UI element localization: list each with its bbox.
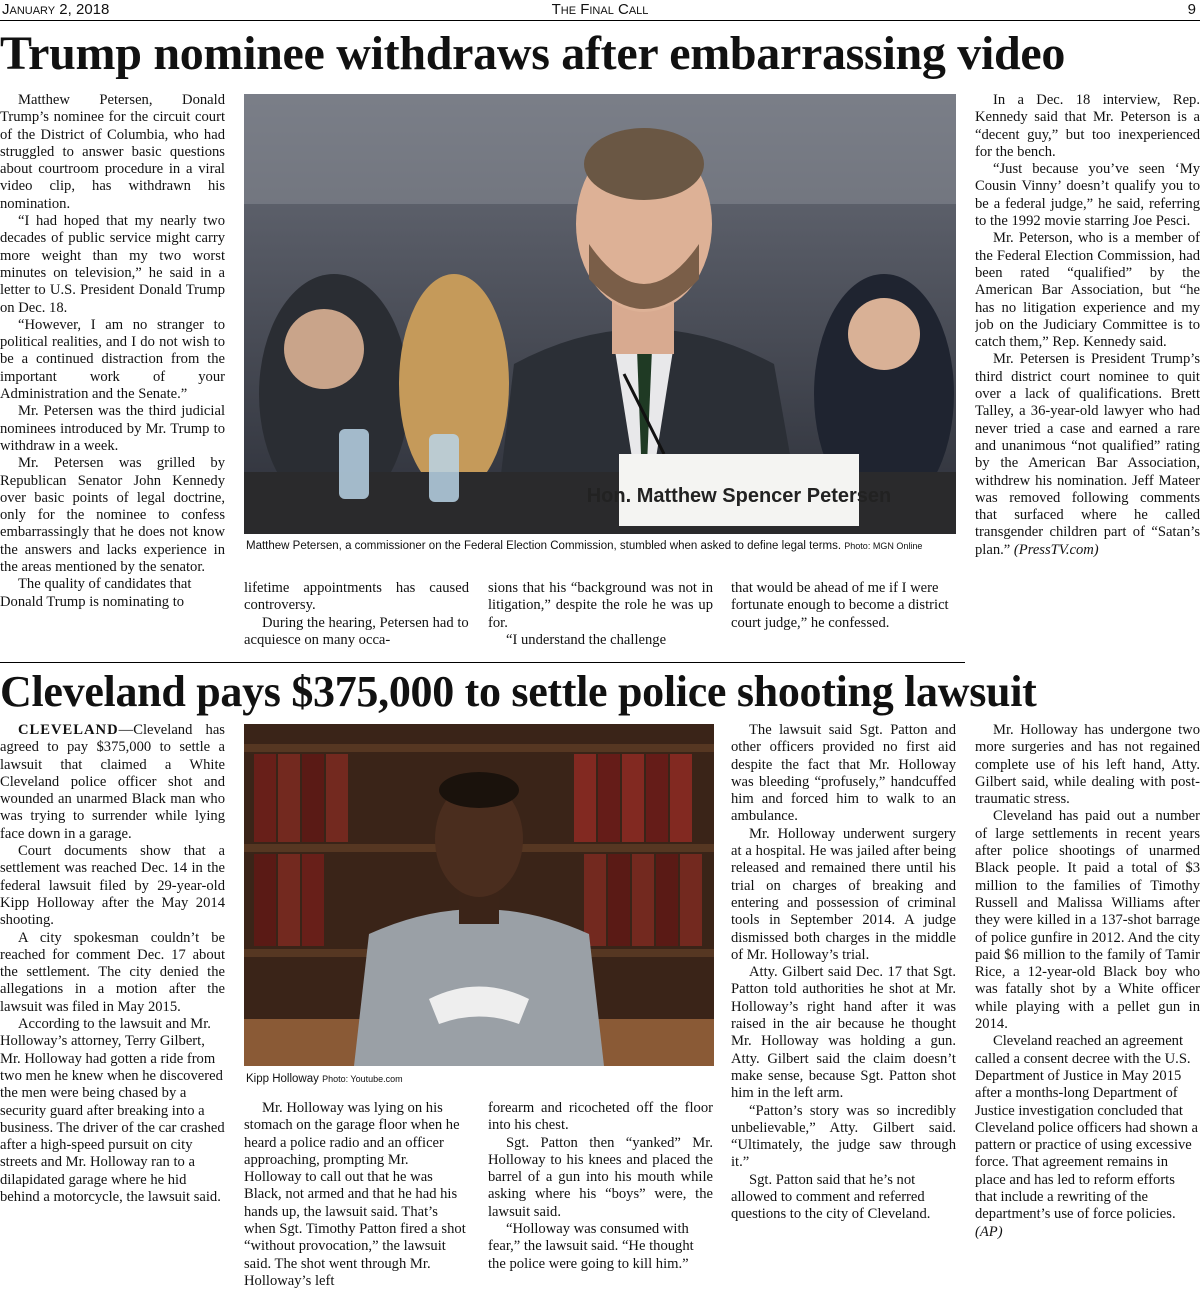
photo-credit: Photo: Youtube.com [322, 1074, 403, 1084]
paragraph: Matthew Petersen, Donald Trump’s nominee for the circuit court of the District of Columbia, who had struggled to answer basic questions about courtroom procedure in a viral video clip, has withdrawn his nomination. [0, 92, 225, 212]
paragraph: “Just because you’ve seen ‘My Cousin Vinny’ doesn’t qualify you to be a federal judge,” he said, referring to the 1992 movie starring Joe Pesci. [975, 161, 1200, 230]
story1-caption [246, 539, 922, 553]
paragraph: During the hearing, Petersen had to acquiesce on many occa- [244, 614, 469, 648]
paragraph: that would be ahead of me if I were fortunate enough to become a district court judge,” he confessed. [731, 580, 949, 631]
paragraph: Cleveland reached an agreement called a consent decree with the U.S. Department of Justice in May 2015 after a months-long Department of Justice investigation concluded that Cleveland police officers had shown a pattern or practice of using excessive force. That agreement remains in place and has led to reform efforts that include a rewriting of the department’s use of force policies. (AP) [975, 1033, 1199, 1240]
story2-column-4 [731, 722, 956, 1297]
masthead [0, 0, 1200, 21]
paragraph: Mr. Petersen was grilled by Republican Senator John Kennedy over basic points of legal doctrine, only for the nominee to confess embarrassingly that he does not know the answers and lacks experience in the areas mentioned by the senator. [0, 455, 225, 576]
petersen-hearing-photo [244, 94, 956, 534]
paragraph: According to the lawsuit and Mr. Holloway’s attorney, Terry Gilbert, Mr. Holloway had gotten a ride from two men he knew when he discovered the men were being chased by a security guard after breaking into a business. The driver of the car crashed after a high-speed pursuit on city streets and Mr. Holloway ran to a dilapidated garage where he hid behind a motorcycle, the lawsuit said. [0, 1016, 225, 1206]
page-number: 9 [1187, 1, 1196, 18]
story2-caption [246, 1072, 403, 1086]
paragraph: “I had hoped that my nearly two decades of public service might carry more weight than my two worst minutes on television,” he said in a letter to U.S. President Donald Trump on Dec. 18. [0, 213, 225, 316]
paragraph: The quality of candidates that Donald Trump is nominating to [0, 576, 192, 610]
paragraph: Cleveland has paid out a number of large settlements in recent years after police shootings of unarmed Black people. It paid a total of $3 million to the families of Timothy Russell and Malissa Williams after they were killed in a 137-shot barrage of police gunfire in 2012. And the city paid $6 million to the family of Tamir Rice, a 12-year-old Black boy who was fatally shot by a White officer while playing with a pellet gun in 2014. [975, 808, 1200, 1033]
paragraph: CLEVELAND—Cleveland has agreed to pay $375,000 to settle a lawsuit that claimed a White Cleveland police officer shot and wounded an unarmed Black man who was trying to surrender while lying face down in a garage. [0, 722, 225, 842]
paragraph: sions that his “background was not in litigation,” despite the role he was up for. [488, 580, 713, 631]
paragraph: “However, I am no stranger to political realities, and I do not wish to be a continued distraction from the important work of your Administration and the Senate.” [0, 316, 225, 403]
story1-column-3 [488, 580, 713, 656]
caption-text: Kipp Holloway [246, 1073, 319, 1085]
source-credit: (AP) [975, 1223, 1003, 1240]
nameplate-text: Hon. Matthew Spencer Petersen [586, 485, 892, 507]
paragraph: Court documents show that a settlement was reached Dec. 14 in the federal lawsuit filed by 29-year-old Kipp Holloway after the May 2014 shooting. [0, 843, 225, 929]
paragraph: Sgt. Patton said that he’s not allowed to comment and referred questions to the city of Cleveland. [731, 1171, 931, 1223]
paragraph: Mr. Peterson, who is a member of the Federal Election Commission, had been rated “qualified” by the American Bar Association, but “he has no litigation experience and my job on the Judiciary Committee is to catch them,” Rep. Kennedy said. [975, 230, 1200, 351]
paragraph: Mr. Holloway has undergone two more surgeries and has not regained complete use of his left hand, Atty. Gilbert said, while dealing with post-traumatic stress. [975, 722, 1200, 808]
paragraph: forearm and ricocheted off the floor into his chest. [488, 1100, 713, 1134]
paragraph: Mr. Petersen is President Trump’s third district court nominee to quit over a lack of qualifications. Brett Talley, a 36-year-old lawyer who had never tried a case and earned a rare and unanimous “not qualified” rating by the American Bar Association, withdrew his nomination. Jeff Mateer was removed following comments that surfaced where he called transgender children part of “Satan’s plan.” (PressTV.com) [975, 351, 1200, 558]
source-credit: (PressTV.com) [1013, 541, 1099, 558]
story1-column-5 [975, 92, 1200, 682]
photo-credit: Photo: MGN Online [844, 541, 923, 551]
paragraph: A city spokesman couldn’t be reached for comment Dec. 17 about the settlement. The city denied the allegations in a motion after the lawsuit was filed in May 2015. [0, 929, 225, 1015]
paragraph: “Holloway was consumed with fear,” the lawsuit said. “He thought the police were going to kill him.” [488, 1221, 694, 1272]
story1-headline: Trump nominee withdraws after embarrassing video [0, 27, 1066, 80]
story2-column-3 [488, 1100, 713, 1297]
story-divider [0, 662, 965, 663]
holloway-photo [244, 724, 714, 1066]
paragraph: Mr. Petersen was the third judicial nominees introduced by Mr. Trump to withdraw in a week. [0, 403, 225, 454]
paragraph: “Patton’s story was so incredibly unbelievable,” Atty. Gilbert said. “Ultimately, the judge saw through it.” [731, 1102, 956, 1171]
dateline: CLEVELAND [18, 722, 119, 738]
paragraph: lifetime appointments has caused controversy. [244, 580, 469, 614]
paragraph: Sgt. Patton then “yanked” Mr. Holloway to his knees and placed the barrel of a gun into his mouth while asking where his “boys” were, the lawsuit said. [488, 1134, 713, 1220]
paragraph: Mr. Holloway underwent surgery at a hospital. He was jailed after being released and remained there until his trial on charges of breaking and entering and possession of criminal tools in September 2014. A judge dismissed both charges in the middle of Mr. Holloway’s trial. [731, 825, 956, 963]
paragraph: The lawsuit said Sgt. Patton and other officers provided no first aid despite the fact that Mr. Holloway was bleeding “profusely,” handcuffed him and forced him to walk to an ambulance. [731, 722, 956, 825]
issue-date: January 2, 2018 [2, 1, 110, 18]
paragraph: Mr. Holloway was lying on his stomach on the garage floor when he heard a police radio and an officer approaching, prompting Mr. Holloway to call out that he was Black, not armed and that he had his hands up, the lawsuit said. That’s when Sgt. Timothy Patton fired a shot “without provocation,” the lawsuit said. The shot went through Mr. Holloway’s left [244, 1100, 466, 1289]
story2-headline: Cleveland pays $375,000 to settle police shooting lawsuit [0, 667, 1037, 716]
paragraph: Atty. Gilbert said Dec. 17 that Sgt. Patton told authorities he shot at Mr. Holloway’s right hand after it was raised in the air because he thought Mr. Holloway was holding a gun. Atty. Gilbert said the claim doesn’t make sense, because Sgt. Patton shot him in the left arm. [731, 964, 956, 1102]
holloway-photo-illustration [244, 724, 714, 1066]
story1-column-4 [731, 580, 956, 656]
paragraph: “I understand the challenge [506, 631, 667, 648]
story2-column-2 [244, 1100, 469, 1297]
story2-column-1 [0, 722, 225, 1297]
paper-name: The Final Call [551, 1, 649, 18]
hearing-photo-illustration [244, 94, 956, 534]
story1-column-1 [0, 92, 225, 652]
caption-text: Matthew Petersen, a commissioner on the Federal Election Commission, stumbled when asked to define legal terms. [246, 540, 842, 552]
story2-column-5 [975, 722, 1200, 1297]
paragraph: In a Dec. 18 interview, Rep. Kennedy said that Mr. Peterson is a “decent guy,” but too inexperienced for the bench. [975, 92, 1200, 160]
story1-column-2 [244, 580, 469, 656]
